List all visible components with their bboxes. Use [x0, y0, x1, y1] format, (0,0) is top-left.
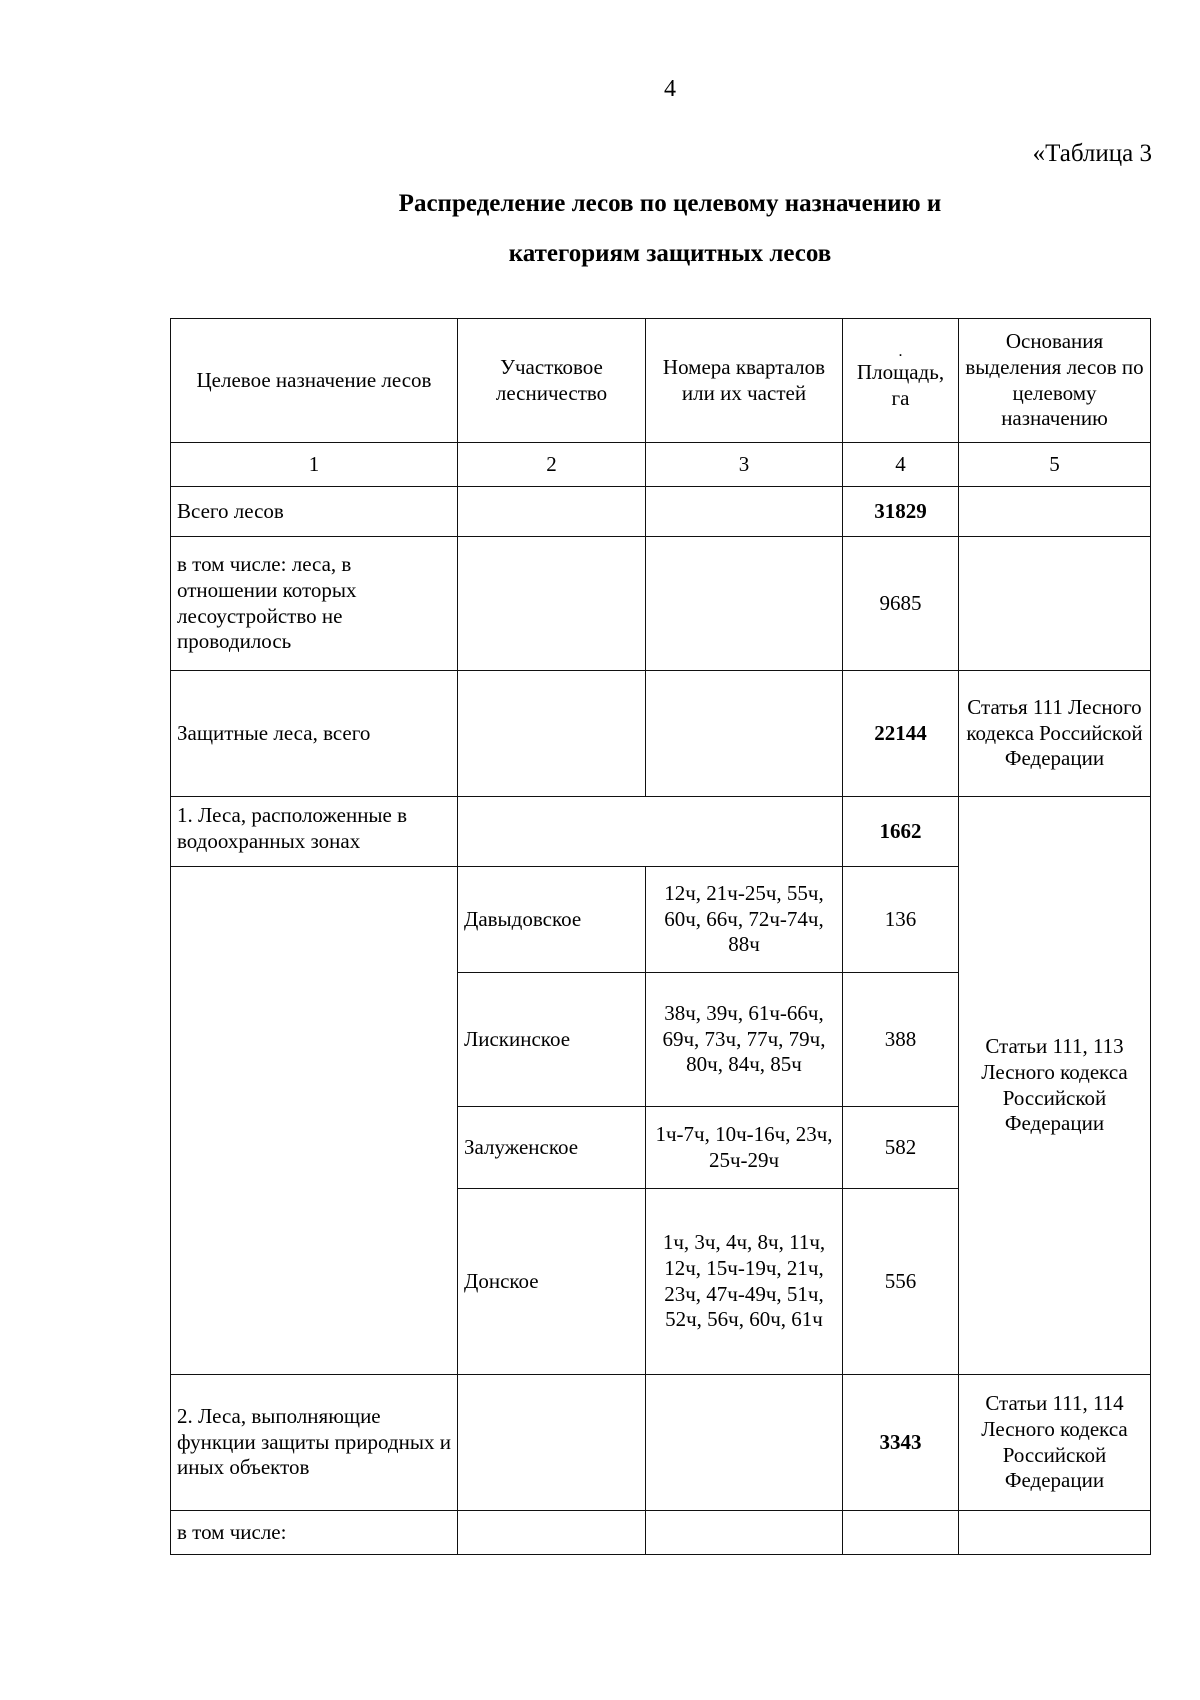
header-quarters: Номера кварталов или их частей: [646, 319, 843, 443]
forestry-name: Залуженское: [458, 1107, 646, 1189]
document-title-line-2: категориям защитных лесов: [508, 240, 832, 267]
empty-cell: [843, 1511, 959, 1555]
protective-area: 22144: [843, 671, 959, 797]
empty-cell: [646, 671, 843, 797]
forestry-area: 136: [843, 867, 959, 973]
row-protective-total: [171, 671, 1151, 797]
header-area: Площадь, га: [856, 359, 945, 410]
total-area: 31829: [843, 487, 959, 537]
row-water-zones: [171, 797, 1151, 867]
row-no-survey: [171, 537, 1151, 671]
quarters-list: 1ч, 3ч, 4ч, 8ч, 11ч, 12ч, 15ч-19ч, 21ч, 23ч, 47ч-49ч, 51ч, 52ч, 56ч, 60ч, 61ч: [646, 1189, 843, 1375]
forestry-name: Давыдовское: [458, 867, 646, 973]
empty-cell: [458, 1375, 646, 1511]
empty-cell: [458, 797, 843, 867]
header-area-mark: ·: [898, 347, 903, 362]
column-number-1: 1: [171, 443, 458, 487]
header-area-cell: [843, 319, 959, 443]
empty-cell: [458, 487, 646, 537]
header-row: [171, 319, 1151, 443]
row-including: [171, 1511, 1151, 1555]
water-basis: Статьи 111, 113 Лесного кодекса Российской Федерации: [959, 797, 1151, 1375]
page-number: 4: [664, 76, 676, 102]
including-label: в том числе:: [171, 1511, 458, 1555]
no-survey-area: 9685: [843, 537, 959, 671]
row-total-forests: [171, 487, 1151, 537]
protective-label: Защитные леса, всего: [171, 671, 458, 797]
header-basis: Основания выделения лесов по целевому назначению: [959, 319, 1151, 443]
natural-area: 3343: [843, 1375, 959, 1511]
header-forestry: Участковое лесничество: [458, 319, 646, 443]
natural-label: 2. Леса, выполняющие функции защиты природных и иных объектов: [171, 1375, 458, 1511]
column-number-row: [171, 443, 1151, 487]
water-label: 1. Леса, расположенные в водоохранных зонах: [171, 797, 458, 867]
empty-cell: [646, 537, 843, 671]
empty-cell: [959, 537, 1151, 671]
empty-cell: [458, 537, 646, 671]
empty-cell: [959, 487, 1151, 537]
empty-cell: [646, 487, 843, 537]
quarters-list: 1ч-7ч, 10ч-16ч, 23ч, 25ч-29ч: [646, 1107, 843, 1189]
quarters-list: 12ч, 21ч-25ч, 55ч, 60ч, 66ч, 72ч-74ч, 88ч: [646, 867, 843, 973]
forestry-name: Донское: [458, 1189, 646, 1375]
empty-cell: [959, 1511, 1151, 1555]
empty-cell: [458, 1511, 646, 1555]
column-number-3: 3: [646, 443, 843, 487]
column-number-2: 2: [458, 443, 646, 487]
table-label: «Таблица 3: [1032, 140, 1152, 167]
forestry-area: 388: [843, 973, 959, 1107]
row-natural-objects: [171, 1375, 1151, 1511]
forestry-name: Лискинское: [458, 973, 646, 1107]
empty-cell: [171, 867, 458, 1375]
quarters-list: 38ч, 39ч, 61ч-66ч, 69ч, 73ч, 77ч, 79ч, 80ч, 84ч, 85ч: [646, 973, 843, 1107]
column-number-5: 5: [959, 443, 1151, 487]
empty-cell: [646, 1511, 843, 1555]
empty-cell: [646, 1375, 843, 1511]
total-label: Всего лесов: [171, 487, 458, 537]
natural-basis: Статьи 111, 114 Лесного кодекса Российской Федерации: [959, 1375, 1151, 1511]
header-purpose: Целевое назначение лесов: [171, 319, 458, 443]
no-survey-label: в том числе: леса, в отношении которых лесоустройство не проводилось: [171, 537, 458, 671]
water-area: 1662: [843, 797, 959, 867]
empty-cell: [458, 671, 646, 797]
forestry-area: 582: [843, 1107, 959, 1189]
column-number-4: 4: [843, 443, 959, 487]
protective-basis: Статья 111 Лесного кодекса Российской Федерации: [959, 671, 1151, 797]
forest-distribution-table: [170, 318, 1151, 1555]
document-title-line-1: Распределение лесов по целевому назначению и: [398, 190, 942, 217]
forestry-area: 556: [843, 1189, 959, 1375]
